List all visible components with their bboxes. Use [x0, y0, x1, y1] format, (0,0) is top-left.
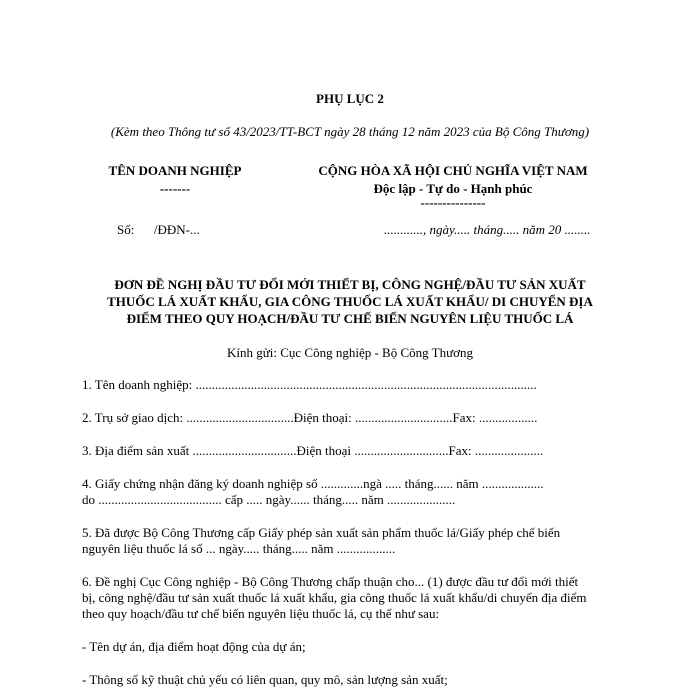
item-production-site: 3. Địa điểm sản xuất ................................Điện thoại .............................Fax: .....................: [82, 443, 544, 458]
item-business-registration-line-2: do ...................................... cấp ..... ngày...... tháng..... năm .....................: [82, 492, 456, 507]
bullet-technical-specs: - Thông số kỹ thuật chủ yếu có liên quan, quy mô, sản lượng sản xuất;: [82, 672, 448, 687]
company-name: TÊN DOANH NGHIỆP: [108, 163, 242, 178]
item-request-line-1: 6. Đề nghị Cục Công nghiệp - Bộ Công Thương chấp thuận cho... (1) được đầu tư đổi mới thiết: [82, 574, 579, 589]
bullet-project-name: - Tên dự án, địa điểm hoạt động của dự án;: [82, 639, 306, 654]
item-license-line-2: nguyên liệu thuốc lá số ... ngày..... tháng..... năm ..................: [82, 541, 396, 556]
document-date: ............, ngày..... tháng..... năm 20 ........: [384, 222, 591, 237]
item-business-registration-line-1: 4. Giấy chứng nhận đăng ký doanh nghiệp số .............ngà ..... tháng...... năm ...................: [82, 476, 544, 491]
motto-divider: ---------------: [420, 195, 486, 210]
item-company-name: 1. Tên doanh nghiệp: .........................................................................................................: [82, 377, 537, 392]
document-heading-line-3: ĐIỂM THEO QUY HOẠCH/ĐẦU TƯ CHẾ BIẾN NGUYÊN LIỆU THUỐC LÁ: [126, 311, 574, 326]
item-request-line-2: bị, công nghệ/đầu tư sản xuất thuốc lá xuất khẩu, gia công thuốc lá xuất khẩu/di chuyển địa điểm: [82, 590, 587, 605]
appendix-subtitle: (Kèm theo Thông tư số 43/2023/TT-BCT ngày 28 tháng 12 năm 2023 của Bộ Công Thương): [110, 124, 590, 139]
appendix-title: PHỤ LỤC 2: [316, 91, 384, 106]
national-motto: Độc lập - Tự do - Hạnh phúc: [373, 181, 533, 196]
item-license-line-1: 5. Đã được Bộ Công Thương cấp Giấy phép sản xuất sản phẩm thuốc lá/Giấy phép chế biến: [82, 525, 561, 540]
document-heading-line-1: ĐƠN ĐỀ NGHỊ ĐẦU TƯ ĐỔI MỚI THIẾT BỊ, CÔNG NGHỆ/ĐẦU TƯ SẢN XUẤT: [114, 277, 586, 292]
country-name: CỘNG HÒA XÃ HỘI CHỦ NGHĨA VIỆT NAM: [318, 163, 588, 178]
document-number: Số: /ĐĐN-...: [117, 222, 200, 237]
item-head-office: 2. Trụ sở giao dịch: .................................Điện thoại: ..............................Fax: ..................: [82, 410, 538, 425]
item-request-line-3: theo quy hoạch/đầu tư chế biến nguyên liệu thuốc lá, cụ thể như sau:: [82, 606, 440, 621]
company-divider: -------: [159, 181, 191, 196]
document-heading-line-2: THUỐC LÁ XUẤT KHẨU, GIA CÔNG THUỐC LÁ XUẤT KHẨU/ DI CHUYỂN ĐỊA: [107, 294, 593, 309]
recipient-line: Kính gửi: Cục Công nghiệp - Bộ Công Thương: [226, 345, 474, 360]
